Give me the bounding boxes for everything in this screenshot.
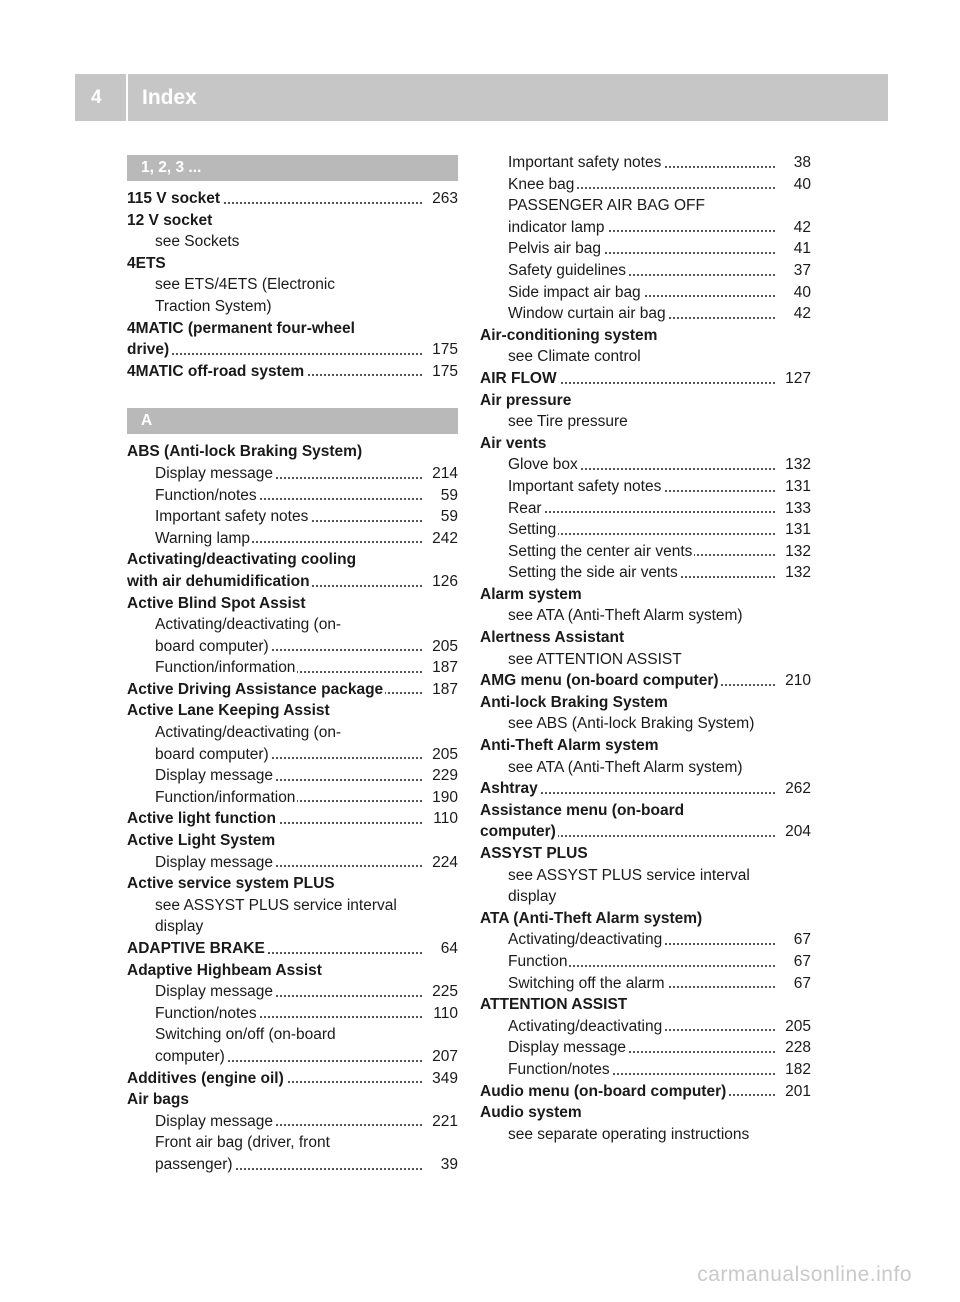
index-subentry xyxy=(127,274,458,296)
entry-text: ATTENTION ASSIST xyxy=(480,996,628,1014)
index-subentry[interactable] xyxy=(127,1111,458,1133)
entry-text: Traction System) xyxy=(155,297,272,315)
index-subentry[interactable] xyxy=(480,152,811,174)
entry-text: 115 V socket xyxy=(127,190,221,207)
entry-text: Display message xyxy=(155,767,274,785)
entry-text: Important safety notes xyxy=(155,508,309,526)
entry-text: board computer) xyxy=(155,637,269,655)
entry-text: Activating/deactivating xyxy=(508,931,663,949)
index-subentry[interactable] xyxy=(127,506,458,528)
page-reference[interactable]: 229 xyxy=(428,765,458,787)
entry-text: Air bags xyxy=(127,1091,190,1109)
index-entry xyxy=(127,549,458,571)
entry-text: Display message xyxy=(155,464,274,482)
index-subentry xyxy=(127,231,458,253)
page-reference[interactable]: 190 xyxy=(428,787,458,809)
entry-text: Setting the side air vents xyxy=(508,564,678,582)
entry-text: Rear xyxy=(508,499,542,517)
entry-text: Active service system PLUS xyxy=(127,875,335,893)
page-reference[interactable]: 207 xyxy=(428,1046,458,1068)
page-reference[interactable]: 205 xyxy=(781,1016,811,1038)
page-header xyxy=(75,74,888,121)
index-entry xyxy=(480,325,811,347)
entry-text: see ETS/4ETS (Electronic xyxy=(155,276,336,294)
section-heading: A xyxy=(127,408,458,434)
entry-text: computer) xyxy=(480,823,556,841)
page-reference[interactable]: 131 xyxy=(781,519,811,541)
entry-text: Anti-lock Braking System xyxy=(480,693,668,711)
index-subentry[interactable] xyxy=(480,498,811,520)
entry-text: see ASSYST PLUS service interval xyxy=(155,896,397,914)
index-subentry xyxy=(480,649,811,671)
page-reference[interactable]: 201 xyxy=(781,1081,811,1103)
entry-text: Ashtray xyxy=(480,780,538,798)
index-entry xyxy=(480,1102,811,1124)
entry-text: Function xyxy=(508,952,568,970)
entry-text: Warning lamp xyxy=(155,529,251,547)
page-number: 4 xyxy=(91,86,102,108)
index-entry xyxy=(127,960,458,982)
page-reference[interactable]: 42 xyxy=(790,217,811,239)
index-entry[interactable] xyxy=(480,1081,811,1103)
entry-text: ABS (Anti-lock Braking System) xyxy=(127,443,363,461)
index-subentry xyxy=(480,865,811,887)
entry-text: Pelvis air bag xyxy=(508,240,602,258)
index-subentry xyxy=(480,713,811,735)
page-reference[interactable]: 187 xyxy=(428,679,458,701)
index-subentry xyxy=(480,757,811,779)
index-subentry[interactable] xyxy=(127,636,458,658)
index-entry xyxy=(127,441,458,463)
page-reference[interactable]: 64 xyxy=(437,938,458,960)
entry-text: Switching off the alarm xyxy=(508,974,665,992)
page-reference[interactable]: 204 xyxy=(781,821,811,843)
entry-text: Window curtain air bag xyxy=(508,305,666,323)
page-reference[interactable]: 127 xyxy=(781,368,811,390)
index-subentry[interactable] xyxy=(127,1046,458,1068)
entry-text: Anti-Theft Alarm system xyxy=(480,737,659,755)
index-entry[interactable] xyxy=(127,679,458,701)
index-subentry xyxy=(480,605,811,627)
page-reference[interactable]: 221 xyxy=(428,1111,458,1133)
index-subentry xyxy=(127,895,458,917)
page-reference[interactable]: 67 xyxy=(790,973,811,995)
entry-text: ATA (Anti-Theft Alarm system) xyxy=(480,909,703,927)
index-subentry[interactable] xyxy=(480,1059,811,1081)
index-subentry[interactable] xyxy=(127,981,458,1003)
index-entry xyxy=(480,908,811,930)
entry-text: ADAPTIVE BRAKE xyxy=(127,940,265,957)
index-subentry xyxy=(127,614,458,636)
entry-text: board computer) xyxy=(155,745,269,763)
index-entry xyxy=(127,210,458,232)
entry-text: Activating/deactivating xyxy=(508,1017,663,1035)
index-subentry[interactable] xyxy=(480,973,811,995)
index-entry xyxy=(127,700,458,722)
index-subentry[interactable] xyxy=(480,951,811,973)
index-entry[interactable] xyxy=(480,368,811,390)
index-subentry[interactable] xyxy=(127,787,458,809)
entry-text: 12 V socket xyxy=(127,211,213,229)
page-reference[interactable]: 242 xyxy=(428,528,458,550)
entry-text: Setting xyxy=(508,521,557,539)
entry-text: Important safety notes xyxy=(508,154,662,171)
entry-text: Air-conditioning system xyxy=(480,326,658,344)
entry-text: Audio system xyxy=(480,1104,582,1122)
entry-text: Audio menu (on-board computer) xyxy=(480,1082,727,1100)
page-reference[interactable]: 67 xyxy=(790,929,811,951)
entry-text: see Tire pressure xyxy=(508,413,628,431)
entry-text: 4ETS xyxy=(127,254,166,272)
index-subentry[interactable] xyxy=(480,541,811,563)
entry-text: see ATA (Anti-Theft Alarm system) xyxy=(508,758,743,776)
entry-text: Activating/deactivating cooling xyxy=(127,551,357,569)
section-spacer xyxy=(127,382,458,408)
entry-text: Activating/deactivating (on- xyxy=(155,616,342,634)
index-entry xyxy=(480,433,811,455)
index-entry[interactable] xyxy=(480,778,811,800)
entry-text: Active Driving Assistance package xyxy=(127,680,384,698)
index-subentry xyxy=(127,1132,458,1154)
index-subentry xyxy=(127,916,458,938)
page-reference[interactable]: 131 xyxy=(781,476,811,498)
index-entry[interactable] xyxy=(480,821,811,843)
entry-text: see ABS (Anti-lock Braking System) xyxy=(508,715,755,733)
entry-text: Function/notes xyxy=(155,1004,257,1022)
entry-text: Side impact air bag xyxy=(508,283,641,301)
index-entry xyxy=(480,735,811,757)
index-subentry[interactable] xyxy=(127,1003,458,1025)
index-entry xyxy=(127,253,458,275)
index-subentry[interactable] xyxy=(480,217,811,239)
entry-text: Switching on/off (on-board xyxy=(155,1026,336,1044)
entry-text: Alarm system xyxy=(480,585,582,603)
index-subentry xyxy=(127,722,458,744)
page-reference[interactable]: 42 xyxy=(790,303,811,325)
entry-text: AMG menu (on-board computer) xyxy=(480,672,719,690)
index-column-left xyxy=(127,155,458,1176)
page-reference[interactable]: 224 xyxy=(428,852,458,874)
index-subentry[interactable] xyxy=(127,744,458,766)
index-entry[interactable] xyxy=(127,361,458,383)
entry-text: drive) xyxy=(127,341,170,359)
index-subentry xyxy=(127,1024,458,1046)
page-reference[interactable]: 41 xyxy=(790,238,811,260)
entry-text: ASSYST PLUS xyxy=(480,845,588,862)
index-subentry xyxy=(480,346,811,368)
entry-text: indicator lamp xyxy=(508,218,605,236)
index-subentry xyxy=(480,195,811,217)
index-entry xyxy=(480,843,811,865)
entry-text: Display message xyxy=(155,1112,274,1130)
index-subentry[interactable] xyxy=(127,528,458,550)
index-subentry[interactable] xyxy=(480,303,811,325)
entry-text: see ATTENTION ASSIST xyxy=(508,650,682,668)
entry-text: display xyxy=(508,888,557,906)
index-subentry[interactable] xyxy=(480,562,811,584)
index-subentry[interactable] xyxy=(127,463,458,485)
watermark: carmanualsonline.info xyxy=(697,1263,912,1286)
entry-text: Important safety notes xyxy=(508,477,662,495)
page-reference[interactable]: 37 xyxy=(790,260,811,282)
entry-text: with air dehumidification xyxy=(127,572,310,590)
index-subentry[interactable] xyxy=(127,657,458,679)
page-reference[interactable]: 263 xyxy=(428,188,458,210)
entry-text: Glove box xyxy=(508,456,578,474)
index-subentry[interactable] xyxy=(127,1154,458,1176)
entry-text: Knee bag xyxy=(508,175,575,193)
page-reference[interactable]: 205 xyxy=(428,636,458,658)
page-reference[interactable]: 40 xyxy=(790,174,811,196)
page-reference[interactable]: 175 xyxy=(428,361,458,383)
entry-text: Function/information xyxy=(155,659,296,677)
index-entry xyxy=(480,627,811,649)
index-subentry[interactable] xyxy=(127,485,458,507)
entry-text: Display message xyxy=(508,1039,627,1057)
index-entry xyxy=(127,830,458,852)
entry-text: 4MATIC (permanent four-wheel xyxy=(127,319,355,337)
page-reference[interactable]: 175 xyxy=(428,339,458,361)
index-entry xyxy=(127,593,458,615)
page-reference[interactable]: 126 xyxy=(428,571,458,593)
entry-text: Function/information xyxy=(155,788,296,806)
index-subentry[interactable] xyxy=(480,1037,811,1059)
entry-text: Assistance menu (on-board xyxy=(480,801,685,819)
page-reference[interactable]: 228 xyxy=(781,1037,811,1059)
entry-text: see ASSYST PLUS service interval xyxy=(508,866,750,884)
page-reference[interactable]: 214 xyxy=(428,463,458,485)
index-subentry xyxy=(480,886,811,908)
entry-text: Function/notes xyxy=(508,1060,610,1078)
page-reference[interactable]: 38 xyxy=(790,152,811,174)
entry-text: Activating/deactivating (on- xyxy=(155,724,342,742)
index-subentry[interactable] xyxy=(127,852,458,874)
entry-text: computer) xyxy=(155,1047,225,1065)
index-entry[interactable] xyxy=(127,571,458,593)
entry-text: Function/notes xyxy=(155,486,257,504)
entry-text: Safety guidelines xyxy=(508,261,627,279)
page-reference[interactable]: 110 xyxy=(429,1003,458,1025)
index-subentry[interactable] xyxy=(480,238,811,260)
entry-text: Display message xyxy=(155,853,274,871)
page-reference[interactable]: 59 xyxy=(437,506,458,528)
index-entry xyxy=(127,873,458,895)
page-reference[interactable]: 210 xyxy=(781,670,811,692)
index-entry xyxy=(480,584,811,606)
entry-text: Additives (engine oil) xyxy=(127,1069,284,1087)
entry-text: see separate operating instructions xyxy=(508,1125,750,1143)
entry-text: Air pressure xyxy=(480,391,572,409)
page-reference[interactable]: 262 xyxy=(781,778,811,800)
index-subentry[interactable] xyxy=(480,174,811,196)
index-entry xyxy=(127,1089,458,1111)
entry-text: Adaptive Highbeam Assist xyxy=(127,961,322,979)
entry-text: Display message xyxy=(155,983,274,1001)
entry-text: AIR FLOW xyxy=(480,369,557,387)
index-column-right xyxy=(480,152,811,1145)
entry-text: passenger) xyxy=(155,1155,233,1173)
section-heading: 1, 2, 3 ... xyxy=(127,155,458,181)
page-reference[interactable]: 205 xyxy=(428,744,458,766)
page-reference[interactable]: 67 xyxy=(790,951,811,973)
index-entry xyxy=(480,692,811,714)
entry-text: Active Lane Keeping Assist xyxy=(127,702,330,720)
page-reference[interactable]: 187 xyxy=(428,657,458,679)
index-subentry[interactable] xyxy=(480,260,811,282)
index-subentry[interactable] xyxy=(480,454,811,476)
page-reference[interactable]: 132 xyxy=(781,541,811,563)
page-reference[interactable]: 182 xyxy=(781,1059,811,1081)
entry-text: Active Blind Spot Assist xyxy=(127,594,306,612)
page-reference[interactable]: 225 xyxy=(428,981,458,1003)
page-title: Index xyxy=(142,85,197,109)
index-subentry[interactable] xyxy=(480,476,811,498)
entry-text: Active light function xyxy=(127,810,276,828)
entry-text: Air vents xyxy=(480,434,547,452)
index-entry[interactable] xyxy=(480,670,811,692)
page-reference[interactable]: 132 xyxy=(781,562,811,584)
index-subentry[interactable] xyxy=(480,282,811,304)
index-subentry xyxy=(480,411,811,433)
page-reference[interactable]: 132 xyxy=(781,454,811,476)
entry-text: see ATA (Anti-Theft Alarm system) xyxy=(508,607,743,625)
entry-text: see Climate control xyxy=(508,348,641,366)
entry-text: Setting the center air vents xyxy=(508,542,693,560)
index-subentry[interactable] xyxy=(127,765,458,787)
page-reference[interactable]: 39 xyxy=(437,1154,458,1176)
page-reference[interactable]: 40 xyxy=(790,282,811,304)
index-subentry xyxy=(480,1124,811,1146)
index-entry xyxy=(480,800,811,822)
page-reference[interactable]: 133 xyxy=(781,498,811,520)
entry-text: 4MATIC off-road system xyxy=(127,362,305,380)
index-entry[interactable] xyxy=(127,1068,458,1090)
page-reference[interactable]: 110 xyxy=(429,808,458,830)
index-subentry[interactable] xyxy=(480,519,811,541)
index-subentry xyxy=(127,296,458,318)
index-entry xyxy=(127,318,458,340)
entry-text: display xyxy=(155,918,204,936)
index-subentry[interactable] xyxy=(480,1016,811,1038)
index-entry xyxy=(480,994,811,1016)
entry-text: Front air bag (driver, front xyxy=(155,1134,330,1152)
index-entry[interactable] xyxy=(127,188,458,210)
page-reference[interactable]: 59 xyxy=(437,485,458,507)
page-reference[interactable]: 349 xyxy=(428,1068,458,1090)
index-entry[interactable] xyxy=(127,938,458,960)
entry-text: see Sockets xyxy=(155,233,240,251)
index-entry[interactable] xyxy=(127,339,458,361)
index-subentry[interactable] xyxy=(480,929,811,951)
index-entry[interactable] xyxy=(127,808,458,830)
entry-text: PASSENGER AIR BAG OFF xyxy=(508,197,705,215)
entry-text: Alertness Assistant xyxy=(480,629,625,647)
entry-text: Active Light System xyxy=(127,832,276,850)
index-entry xyxy=(480,390,811,412)
